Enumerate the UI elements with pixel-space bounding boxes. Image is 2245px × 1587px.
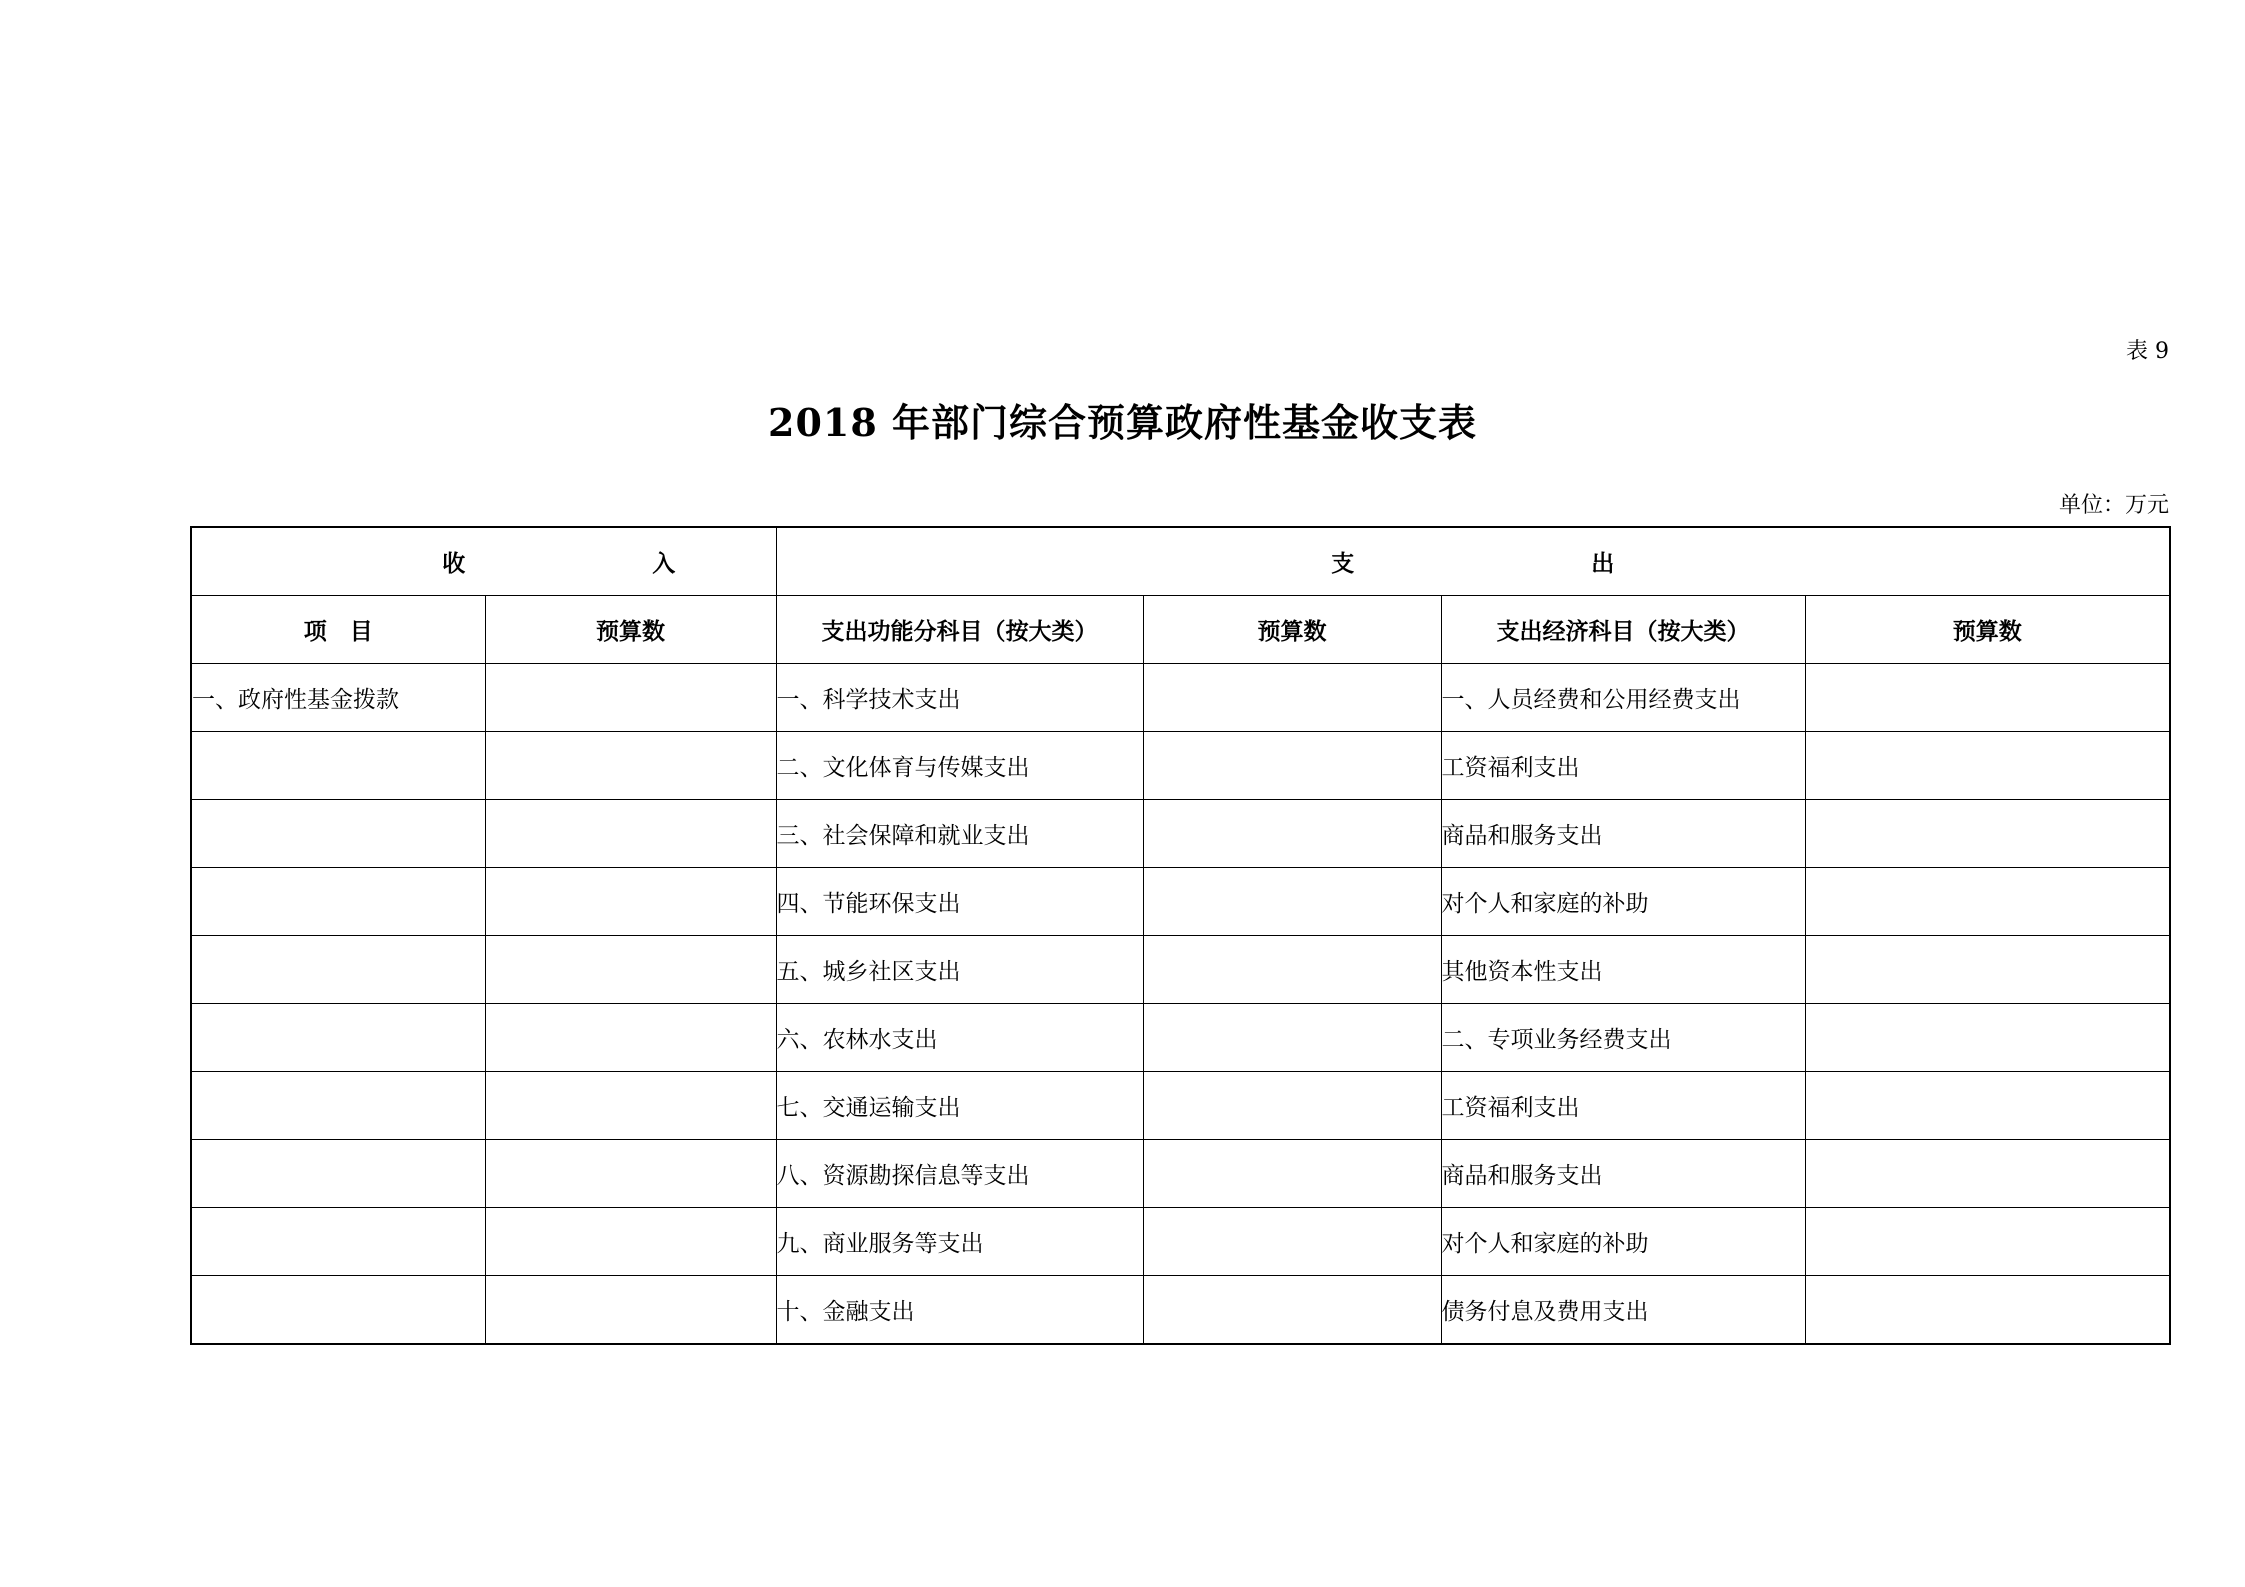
income-budget-cell	[485, 800, 776, 868]
expense-section-header	[776, 527, 2170, 596]
table-number: 表 9	[2126, 339, 2169, 364]
table-row	[191, 868, 2170, 936]
func-budget-cell	[1143, 868, 1441, 936]
func-item-cell: 三、社会保障和就业支出	[776, 800, 1143, 868]
econ-budget-cell	[1805, 1140, 2170, 1208]
func-item-cell: 六、农林水支出	[776, 1004, 1143, 1072]
func-budget-cell	[1143, 1140, 1441, 1208]
econ-budget-cell	[1805, 1072, 2170, 1140]
income-budget-cell	[485, 868, 776, 936]
econ-item-cell: 商品和服务支出	[1441, 800, 1805, 868]
econ-item-cell: 一、人员经费和公用经费支出	[1441, 664, 1805, 732]
income-item-cell	[191, 800, 485, 868]
func-budget-cell	[1143, 1004, 1441, 1072]
func-budget-cell	[1143, 1276, 1441, 1345]
income-item-cell	[191, 1140, 485, 1208]
table-row	[191, 1072, 2170, 1140]
income-section-char-2: 入	[652, 550, 676, 577]
budget-table	[190, 526, 2171, 1345]
expense-section-char-2: 出	[1591, 550, 1615, 577]
col-header-func-budget: 预算数	[1143, 596, 1441, 664]
econ-item-cell: 其他资本性支出	[1441, 936, 1805, 1004]
econ-budget-cell	[1805, 1276, 2170, 1345]
income-item-cell	[191, 732, 485, 800]
table-row	[191, 936, 2170, 1004]
econ-budget-cell	[1805, 732, 2170, 800]
page-title: 2018 年部门综合预算政府性基金收支表	[768, 400, 1477, 445]
income-item-cell	[191, 868, 485, 936]
func-item-cell: 七、交通运输支出	[776, 1072, 1143, 1140]
income-budget-cell	[485, 1140, 776, 1208]
col-header-func-item: 支出功能分科目（按大类）	[776, 596, 1143, 664]
income-budget-cell	[485, 1276, 776, 1345]
table-row	[191, 1004, 2170, 1072]
econ-budget-cell	[1805, 664, 2170, 732]
unit-label: 单位：万元	[2058, 493, 2169, 518]
func-item-cell: 八、资源勘探信息等支出	[776, 1140, 1143, 1208]
income-budget-cell	[485, 936, 776, 1004]
table-row	[191, 732, 2170, 800]
table-row	[191, 664, 2170, 732]
table-row	[191, 1208, 2170, 1276]
income-item-cell	[191, 936, 485, 1004]
table-row	[191, 1276, 2170, 1345]
table-row	[191, 800, 2170, 868]
income-budget-cell	[485, 1004, 776, 1072]
econ-item-cell: 商品和服务支出	[1441, 1140, 1805, 1208]
econ-budget-cell	[1805, 800, 2170, 868]
func-budget-cell	[1143, 732, 1441, 800]
income-section-header	[191, 527, 776, 596]
func-budget-cell	[1143, 1208, 1441, 1276]
econ-item-cell: 对个人和家庭的补助	[1441, 1208, 1805, 1276]
col-header-econ-item: 支出经济科目（按大类）	[1441, 596, 1805, 664]
income-budget-cell	[485, 732, 776, 800]
econ-budget-cell	[1805, 1208, 2170, 1276]
income-item-cell	[191, 1208, 485, 1276]
func-item-cell: 二、文化体育与传媒支出	[776, 732, 1143, 800]
func-budget-cell	[1143, 936, 1441, 1004]
table-row	[191, 1140, 2170, 1208]
func-item-cell: 四、节能环保支出	[776, 868, 1143, 936]
income-section-char-1: 收	[442, 550, 466, 577]
income-budget-cell	[485, 1208, 776, 1276]
income-item-cell	[191, 1072, 485, 1140]
col-header-income-item: 项 目	[191, 596, 485, 664]
func-budget-cell	[1143, 664, 1441, 732]
expense-section-char-1: 支	[1331, 550, 1355, 577]
income-budget-cell	[485, 664, 776, 732]
econ-item-cell: 债务付息及费用支出	[1441, 1276, 1805, 1345]
column-header-row	[191, 596, 2170, 664]
income-item-cell	[191, 1276, 485, 1345]
econ-budget-cell	[1805, 868, 2170, 936]
section-header-row	[191, 527, 2170, 596]
income-item-cell	[191, 1004, 485, 1072]
col-header-income-budget: 预算数	[485, 596, 776, 664]
func-item-cell: 九、商业服务等支出	[776, 1208, 1143, 1276]
econ-item-cell: 工资福利支出	[1441, 732, 1805, 800]
func-item-cell: 五、城乡社区支出	[776, 936, 1143, 1004]
econ-item-cell: 工资福利支出	[1441, 1072, 1805, 1140]
func-budget-cell	[1143, 1072, 1441, 1140]
income-item-cell: 一、政府性基金拨款	[191, 664, 485, 732]
econ-budget-cell	[1805, 1004, 2170, 1072]
func-budget-cell	[1143, 800, 1441, 868]
func-item-cell: 一、科学技术支出	[776, 664, 1143, 732]
econ-budget-cell	[1805, 936, 2170, 1004]
func-item-cell: 十、金融支出	[776, 1276, 1143, 1345]
econ-item-cell: 二、专项业务经费支出	[1441, 1004, 1805, 1072]
income-budget-cell	[485, 1072, 776, 1140]
econ-item-cell: 对个人和家庭的补助	[1441, 868, 1805, 936]
col-header-econ-budget: 预算数	[1805, 596, 2170, 664]
